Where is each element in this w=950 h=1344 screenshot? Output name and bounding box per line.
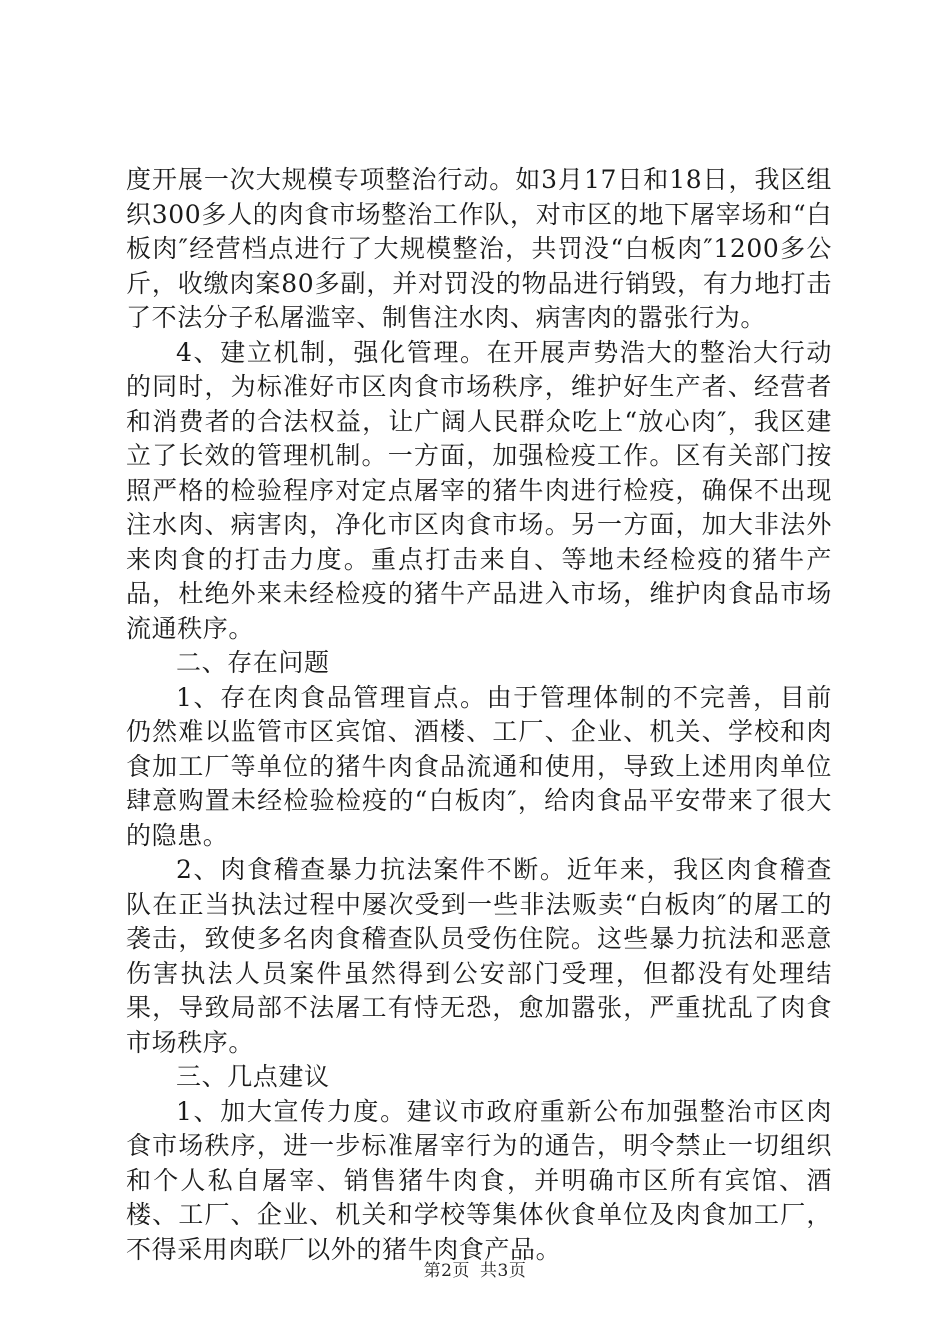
paragraph-campaign-continued: 度开展一次大规模专项整治行动。如3月17日和18日，我区组织300多人的肉食市场整治工作队，对市区的地下屠宰场和“白板肉″经营档点进行了大规模整治，共罚没“白板肉″1200多公斤，收缴肉案80多副，并对罚没的物品进行销毁，有力地打击了不法分子私屠滥宰、制售注水肉、病害肉的嚣张行为。	[126, 165, 832, 332]
page-number: 第2页	[423, 1261, 470, 1281]
paragraph-establish-mechanism: 4、建立机制，强化管理。在开展声势浩大的整治大行动的同时，为标准好市区肉食市场秩序，维护好生产者、经营者和消费者的合法权益，让广阔人民群众吃上“放心肉″，我区建立了长效的管理机制。一方面，加强检疫工作。区有关部门按照严格的检验程序对定点屠宰的猪牛肉进行检疫，确保不出现注水肉、病害肉，净化市区肉食市场。另一方面，加大非法外来肉食的打击力度。重点打击来自、等地未经检疫的猪牛产品，杜绝外来未经检疫的猪牛产品进入市场，维护肉食品市场流通秩序。	[126, 337, 832, 643]
paragraph-management-blind-spot: 1、存在肉食品管理盲点。由于管理体制的不完善，目前仍然难以监管市区宾馆、酒楼、工厂、企业、机关、学校和肉食加工厂等单位的猪牛肉食品流通和使用，导致上述用肉单位肆意购置未经检验检疫的“白板肉″，给肉食品平安带来了很大的隐患。	[126, 682, 832, 850]
document-body	[126, 163, 832, 1267]
section-heading-problems: 二、存在问题	[176, 648, 330, 677]
page-footer	[0, 1256, 950, 1281]
paragraph-publicity: 1、加大宣传力度。建议市政府重新公布加强整治市区肉食市场秩序，进一步标准屠宰行为的通告，明令禁止一切组织和个人私自屠宰、销售猪牛肉食，并明确市区所有宾馆、酒楼、工厂、企业、机关和学校等集体伙食单位及肉食加工厂，不得采用肉联厂以外的猪牛肉食产品。	[126, 1096, 832, 1264]
paragraph-violent-resistance: 2、肉食稽查暴力抗法案件不断。近年来，我区肉食稽查队在正当执法过程中屡次受到一些非法贩卖“白板肉″的屠工的袭击，致使多名肉食稽查队员受伤住院。这些暴力抗法和恶意伤害执法人员案件虽然得到公安部门受理，但都没有处理结果，导致局部不法屠工有恃无恐，愈加嚣张，严重扰乱了肉食市场秩序。	[126, 855, 832, 1057]
page-total: 共3页	[480, 1261, 527, 1281]
section-heading-suggestions: 三、几点建议	[176, 1062, 330, 1091]
